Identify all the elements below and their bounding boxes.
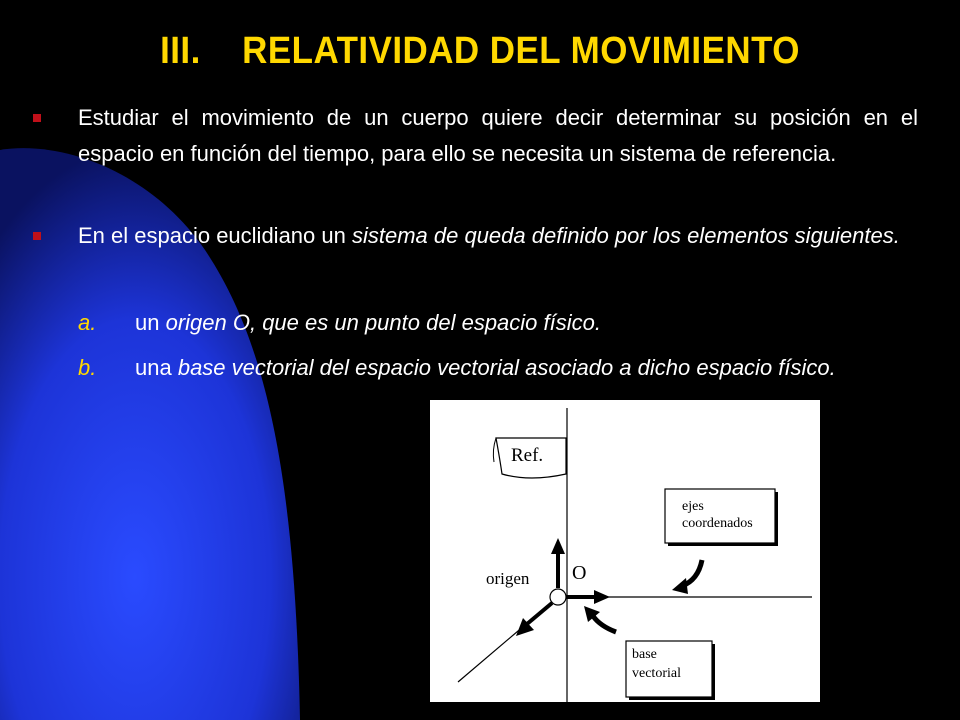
sub-item-text-italic: base vectorial del espacio vectorial asociado a dicho espacio físico. <box>177 355 836 380</box>
base-label-line2: vectorial <box>632 666 681 681</box>
bullet-item-2 <box>78 218 918 254</box>
base-vector-diagonal <box>527 603 552 624</box>
origin-point <box>550 589 566 605</box>
sub-item-text-italic: origen O, que es un punto del espacio físico. <box>165 310 601 335</box>
axes-label-line2: coordenados <box>682 516 753 531</box>
flag-label: Ref. <box>511 445 544 466</box>
base-vector-up-arrowhead <box>551 538 565 554</box>
bullet-text-normal: En el espacio euclidiano un <box>78 223 352 248</box>
bullet-square-icon <box>33 232 41 240</box>
sub-item-b <box>78 350 918 386</box>
sub-item-letter: b. <box>78 355 97 380</box>
axes-label-line1: ejes <box>682 499 704 514</box>
flag-fold <box>493 438 496 462</box>
base-label-line1: base <box>632 647 657 662</box>
origin-label: origen <box>486 569 530 588</box>
sub-item-text-normal: una <box>135 355 178 380</box>
slide-title <box>38 30 921 73</box>
base-vector-right-arrowhead <box>594 590 610 604</box>
bullet-text: Estudiar el movimiento de un cuerpo quiere decir determinar su posición en el espacio en función del tiempo, para ello se necesita un sistema de referencia. <box>78 105 918 166</box>
origin-letter: O <box>572 562 587 584</box>
bullet-text-italic: sistema de queda definido por los elementos siguientes. <box>351 223 900 248</box>
axes-pointer-arrowhead <box>672 578 688 594</box>
sub-item-text-normal: un <box>135 310 166 335</box>
bullet-square-icon <box>33 114 41 122</box>
reference-system-figure <box>430 400 820 702</box>
sub-item-a <box>78 305 918 341</box>
title-number: III. <box>160 30 201 72</box>
base-pointer-arrow <box>593 616 616 632</box>
sub-item-letter: a. <box>78 310 97 335</box>
bullet-item-1 <box>78 100 918 172</box>
title-text: RELATIVIDAD DEL MOVIMIENTO <box>242 30 800 72</box>
